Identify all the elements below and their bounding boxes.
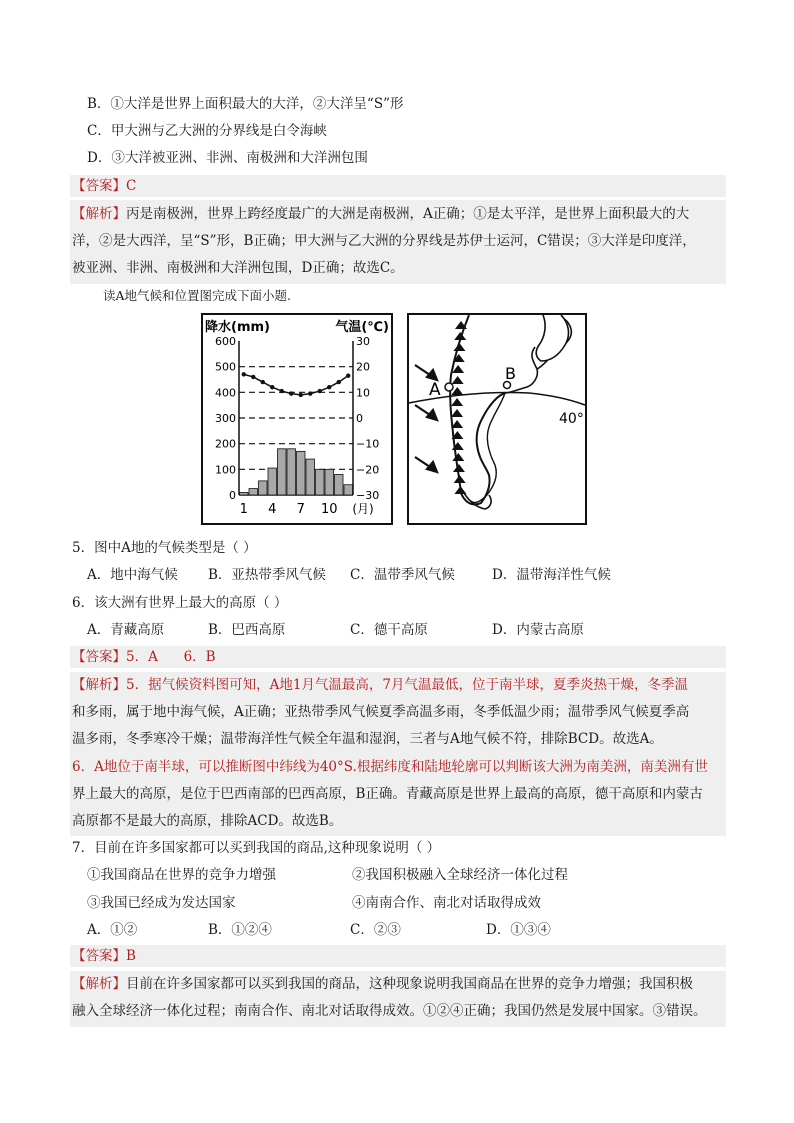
location-map-panel <box>407 313 587 525</box>
q7-statement-1: ①我国商品在世界的竞争力增强 <box>87 867 276 883</box>
precip-tick-label: 300 <box>215 412 236 425</box>
precip-bar <box>278 449 287 495</box>
temp-axis-title: 气温(℃) <box>335 320 389 335</box>
precip-bar <box>259 481 268 495</box>
q7-option-a: A．①② <box>87 922 138 938</box>
month-tick-label: 4 <box>268 502 277 517</box>
temperature-point <box>346 373 350 377</box>
temperature-point <box>327 385 331 389</box>
answer-block-1 <box>70 175 726 197</box>
answer-2: 【答案】5．A 6．B <box>72 649 216 665</box>
mountain-symbol <box>453 464 465 472</box>
q5-option-a: A．地中海气候 <box>87 567 178 583</box>
label-b: B <box>505 364 516 383</box>
precip-tick-label: 200 <box>215 437 236 451</box>
temperature-point <box>308 391 312 395</box>
q6-option-b: B．巴西高原 <box>208 622 286 638</box>
analysis-2-line-3: 温多雨，冬季寒冷干燥；温带海洋性气候全年温和湿润，三者与A地气候不符，排除BCD。故选A。 <box>72 731 663 747</box>
precip-bar <box>306 459 315 495</box>
q5-option-b: B．亚热带季风气候 <box>208 567 326 583</box>
temperature-point <box>280 389 284 393</box>
q5-option-d: D．温带海洋性气候 <box>492 567 611 583</box>
temperature-point <box>299 393 303 397</box>
temp-tick-label: −30 <box>356 489 380 502</box>
mountain-symbol <box>454 486 466 494</box>
latitude-label: 40° <box>559 411 584 427</box>
precip-tick-label: 0 <box>229 489 236 502</box>
q4-option-b: B．①大洋是世界上面积最大的大洋，②大洋呈“S”形 <box>87 96 404 112</box>
precip-axis-title: 降水(mm) <box>205 320 270 335</box>
mountain-symbol <box>452 453 464 461</box>
precip-bar <box>344 485 353 495</box>
q6-option-a: A．青藏高原 <box>87 622 165 638</box>
precip-bar <box>249 489 258 495</box>
analysis-1-line-2: 洋，②是大西洋，呈“S”形，B正确；甲大洲与乙大洲的分界线是苏伊士运河，C错误；③大洋是印度洋， <box>72 233 696 249</box>
temperature-point <box>270 385 274 389</box>
q7-statement-3: ③我国已经成为发达国家 <box>87 895 236 911</box>
temp-tick-label: −10 <box>356 437 380 451</box>
q7-stem: 7．目前在许多国家都可以买到我国的商品,这种现象说明（ ） <box>72 840 441 856</box>
q4-option-c: C．甲大洲与乙大洲的分界线是白令海峡 <box>87 123 327 139</box>
point-a-marker <box>445 383 453 391</box>
temperature-point <box>337 380 341 384</box>
temperature-point <box>289 391 293 395</box>
q6-stem: 6．该大洲有世界上最大的高原（ ） <box>72 595 288 611</box>
q7-option-d: D．①③④ <box>486 922 551 938</box>
q5-stem: 5．图中A地的气候类型是（ ） <box>72 540 257 556</box>
precip-bar <box>335 474 344 495</box>
analysis-2-line-4: 6．A地位于南半球，可以推断图中纬线为40°S.根据纬度和陆地轮廓可以判断该大洲为南美洲，南美洲有世 <box>72 759 708 775</box>
northern-landmass <box>536 315 568 361</box>
q5-option-c: C．温带季风气候 <box>350 567 455 583</box>
answer-value: C <box>126 178 137 194</box>
q6-option-d: D．内蒙古高原 <box>492 622 584 638</box>
precip-bar <box>268 468 277 495</box>
analysis-label: 【解析】 <box>72 206 126 222</box>
analysis-2-line-6: 高原都不是最大的高原，排除ACD。故选B。 <box>72 813 343 829</box>
temp-tick-label: 20 <box>356 360 370 374</box>
analysis-2-line-2: 和多雨，属于地中海气候，A正确；亚热带季风气候夏季高温多雨，冬季低温少雨；温带季风气候夏季高 <box>72 704 690 720</box>
q7-statement-2: ②我国积极融入全球经济一体化过程 <box>352 867 568 883</box>
mountain-symbol <box>454 475 466 483</box>
mountain-symbols <box>451 321 467 494</box>
temperature-point <box>318 389 322 393</box>
q4-option-d: D．③大洋被亚洲、非洲、南极洲和大洋洲包围 <box>87 150 368 166</box>
precip-bar <box>240 492 249 495</box>
month-unit-label: (月) <box>352 502 374 516</box>
mountain-symbol <box>454 332 466 340</box>
answer-1 <box>72 176 136 196</box>
analysis-2-line-1: 【解析】5．据气候资料图可知，A地1月气温最高，7月气温最低，位于南半球，夏季炎热干燥，冬季温 <box>72 677 689 693</box>
precip-tick-label: 100 <box>215 463 236 477</box>
mountain-symbol <box>452 365 464 373</box>
label-a: A <box>429 380 441 400</box>
month-tick-label: 10 <box>320 502 338 517</box>
mountain-symbol <box>452 376 464 384</box>
temp-tick-label: −20 <box>356 463 380 477</box>
q6-option-c: C．德干高原 <box>350 622 428 638</box>
figure-intro: 读A地气候和位置图完成下面小题. <box>103 288 292 303</box>
analysis-3-line-1: 【解析】目前在许多国家都可以买到我国的商品，这种现象说明我国商品在世界的竞争力增强；我国积极 <box>72 976 693 992</box>
answer-3: 【答案】B <box>72 948 136 964</box>
month-tick-label: 1 <box>239 502 248 517</box>
mountain-symbol <box>451 409 463 417</box>
temperature-point <box>261 380 265 384</box>
temp-tick-label: 30 <box>356 335 370 348</box>
climate-chart <box>203 315 391 523</box>
precip-bar <box>287 449 296 495</box>
south-america-map <box>409 315 585 523</box>
temp-tick-label: 10 <box>356 386 370 400</box>
mountain-symbol <box>453 343 465 351</box>
precip-tick-label: 600 <box>215 335 236 348</box>
analysis-1-line-1: 【解析】丙是南极洲，世界上跨经度最广的大洲是南极洲，A正确；①是太平洋，是世界上面积最大的大 <box>72 206 690 222</box>
q7-option-c: C．②③ <box>350 922 401 938</box>
analysis-3-line-2: 融入全球经济一体化过程；南南合作、南北对话取得成效。①②④正确；我国仍然是发展中国家。③错误。 <box>72 1003 707 1019</box>
precip-bar <box>325 469 334 495</box>
precip-tick-label: 400 <box>215 386 236 400</box>
precip-bar <box>297 451 306 495</box>
analysis-1-line-3: 被亚洲、非洲、南极洲和大洋洲包围，D正确；故选C。 <box>72 260 404 276</box>
q7-option-b: B．①②④ <box>208 922 272 938</box>
month-tick-label: 7 <box>296 502 305 517</box>
precip-bar <box>316 469 325 495</box>
climate-chart-panel <box>201 313 393 525</box>
answer-label: 【答案】 <box>72 178 126 194</box>
answer-block-3 <box>70 945 726 967</box>
mountain-symbol <box>451 398 463 406</box>
analysis-2-line-5: 界上最大的高原，是位于巴西南部的巴西高原，B正确。青藏高原是世界上最高的高原，德干高原和内蒙古 <box>72 786 703 802</box>
precip-tick-label: 500 <box>215 360 236 374</box>
q7-statement-4: ④南南合作、南北对话取得成效 <box>352 895 541 911</box>
temp-tick-label: 0 <box>356 412 363 425</box>
temperature-point <box>242 372 246 376</box>
temperature-point <box>251 375 255 379</box>
